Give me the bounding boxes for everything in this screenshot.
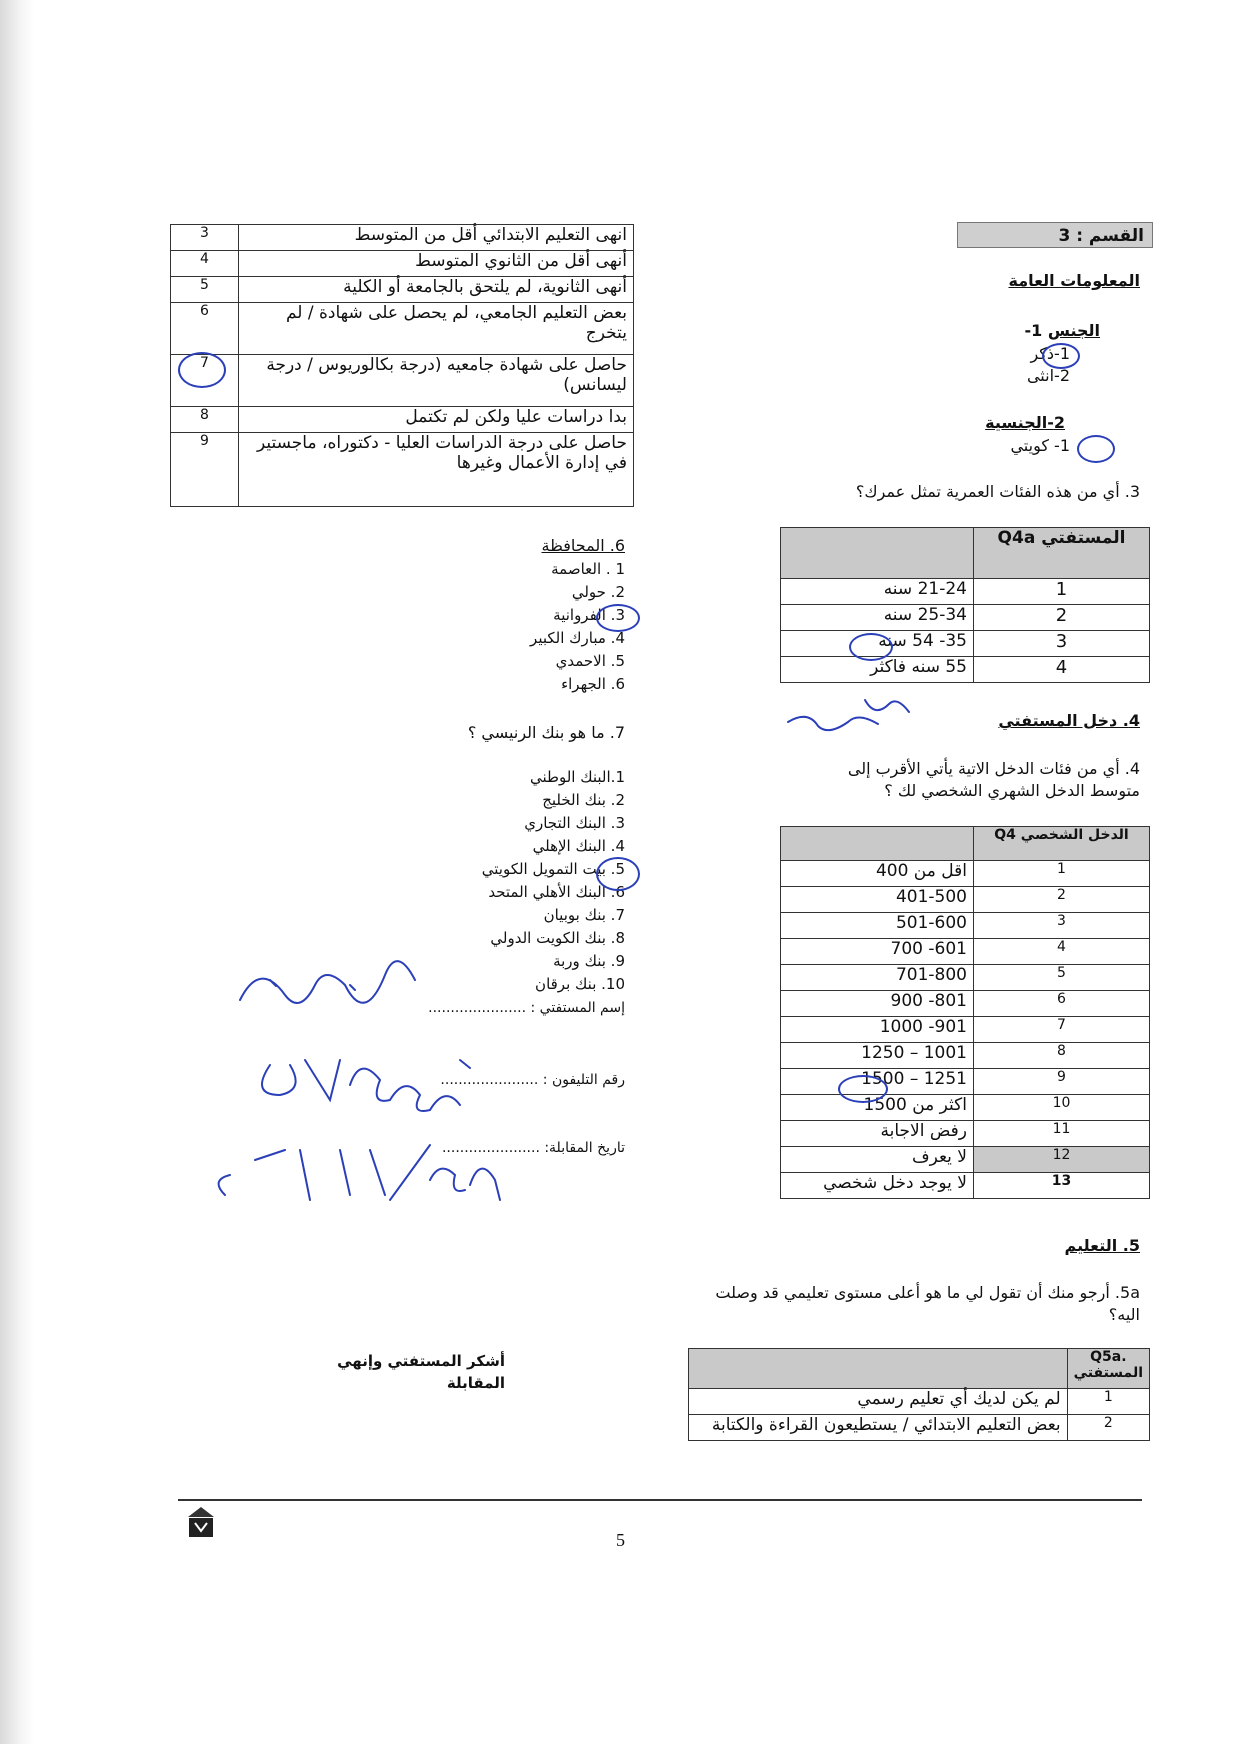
education-code: 6	[171, 303, 239, 355]
q3-question: 3. أي من هذه الفئات العمرية تمثل عمرك؟	[855, 482, 1140, 501]
income-code: 9	[974, 1069, 1150, 1095]
q5-question: 5a. أرجو منك أن تقول لي ما هو أعلى مستوى تعليمي قد وصلت اليه؟	[715, 1283, 1140, 1324]
education-label: بعض التعليم الابتدائي / يستطيعون القراءة والكتابة	[689, 1415, 1068, 1441]
income-code: 2	[974, 887, 1150, 913]
income-code: 5	[974, 965, 1150, 991]
income-label: 801- 900	[781, 991, 974, 1017]
income-code: 6	[974, 991, 1150, 1017]
list-item: 2. حولي	[571, 583, 625, 601]
education-label: حاصل على درجة الدراسات العليا - دكتوراه، ماجستير في إدارة الأعمال وغيرها	[239, 433, 634, 507]
closing-instruction: أشكر المستفتي وإنهي المقابلة	[337, 1352, 505, 1392]
income-code: 7	[974, 1017, 1150, 1043]
education-code: 5	[171, 277, 239, 303]
income-code: 8	[974, 1043, 1150, 1069]
q4-question: 4. أي من فئات الدخل الاتية يأتي الأقرب إلى متوسط الدخل الشهري الشخصي لك ؟	[847, 759, 1140, 800]
q1-option-male: 1-ذكر	[1030, 344, 1070, 363]
income-code: 3	[974, 913, 1150, 939]
education-code: 3	[171, 225, 239, 251]
education-label: حاصل على شهادة جامعيه (درجة بكالوريوس / درجة ليسانس)	[239, 355, 634, 407]
list-item: 3. الفروانية	[553, 606, 625, 624]
list-item: 1.البنك الوطني	[530, 768, 625, 786]
education-code: 1	[1067, 1389, 1149, 1415]
general-info-heading: المعلومات العامة	[1008, 271, 1140, 290]
education-label: بدا دراسات عليا ولكن لم تكتمل	[239, 407, 634, 433]
income-code: 12	[974, 1147, 1150, 1173]
education-code: 7	[171, 355, 239, 407]
education-label: لم يكن لديك أي تعليم رسمي	[689, 1389, 1068, 1415]
age-table-header: Q4a المستفتي	[974, 528, 1150, 579]
income-label: اكثر من 1500	[781, 1095, 974, 1121]
q5-title: 5. التعليم	[1064, 1236, 1140, 1255]
income-label: 401-500	[781, 887, 974, 913]
age-code: 1	[974, 579, 1150, 605]
list-item: 2. بنك الخليج	[542, 791, 625, 809]
education-code: 4	[171, 251, 239, 277]
q6-title: 6. المحافظة	[541, 536, 625, 555]
list-item: 5. الاحمدي	[555, 652, 625, 670]
section-title: القسم : 3	[957, 222, 1153, 248]
income-label: 701-800	[781, 965, 974, 991]
income-label: اقل من 400	[781, 861, 974, 887]
education-label: أنهى الثانوية، لم يلتحق بالجامعة أو الكلية	[239, 277, 634, 303]
income-label: رفض الاجابة	[781, 1121, 974, 1147]
respondent-phone-field: رقم التليفون : ......................	[440, 1072, 625, 1088]
list-item: 8. بنك الكويت الدولي	[490, 929, 625, 947]
handwritten-name	[240, 961, 415, 1003]
q1-option-female: 2-انثى	[1026, 366, 1070, 385]
age-label: 25-34 سنه	[781, 605, 974, 631]
list-item: 1 . العاصمة	[551, 560, 625, 578]
income-label: لا يوجد دخل شخصي	[781, 1173, 974, 1199]
income-label: 501-600	[781, 913, 974, 939]
income-label: 1001 – 1250	[781, 1043, 974, 1069]
list-item: 5. بيت التمويل الكويتي	[481, 860, 625, 878]
education-label: انهى التعليم الابتدائي أقل من المتوسط	[239, 225, 634, 251]
age-label: 21-24 سنه	[781, 579, 974, 605]
education-code: 8	[171, 407, 239, 433]
age-code: 3	[974, 631, 1150, 657]
list-item: 6. الجهراء	[561, 675, 625, 693]
income-label: 901- 1000	[781, 1017, 974, 1043]
list-item: 7. بنك بوبيان	[543, 906, 625, 924]
income-label: 601- 700	[781, 939, 974, 965]
q4-title: 4. دخل المستفتي	[998, 711, 1140, 730]
footer-divider	[178, 1499, 1142, 1501]
age-label: 35- 54 سنه	[781, 631, 974, 657]
income-code: 4	[974, 939, 1150, 965]
list-item: 3. البنك التجاري	[524, 814, 625, 832]
education-label: أنهى أقل من الثانوي المتوسط	[239, 251, 634, 277]
interview-date-field: تاريخ المقابلة: ......................	[441, 1140, 625, 1156]
income-label: لا يعرف	[781, 1147, 974, 1173]
income-label: 1251 – 1500	[781, 1069, 974, 1095]
education-label: بعض التعليم الجامعي، لم يحصل على شهادة / لم يتخرج	[239, 303, 634, 355]
list-item: 6. البنك الأهلي المتحد	[488, 883, 625, 901]
q2-option-kuwaiti: 1- كويتي	[1010, 436, 1070, 455]
income-code: 13	[974, 1173, 1150, 1199]
respondent-name-field: إسم المستفتي : ......................	[428, 1000, 625, 1016]
income-code: 11	[974, 1121, 1150, 1147]
handwritten-phone	[262, 1060, 470, 1111]
income-table-header: Q4 الدخل الشخصي	[974, 827, 1150, 861]
handwritten-date	[219, 1145, 500, 1200]
q1-title: الجنس	[1047, 321, 1100, 340]
list-item: 4. مبارك الكبير	[530, 629, 625, 647]
handwritten-age-note	[788, 700, 909, 730]
q7-question: 7. ما هو بنك الرنيسي ؟	[467, 723, 625, 742]
publisher-logo-icon	[186, 1505, 216, 1539]
list-item: 9. بنك وربة	[553, 952, 625, 970]
education-code: 2	[1067, 1415, 1149, 1441]
list-item: 4. البنك الإهلي	[532, 837, 625, 855]
education-table-header: Q5a. المستفتي	[1067, 1349, 1149, 1389]
list-item: 10. بنك برقان	[535, 975, 625, 993]
age-label: 55 سنه فاكثر	[781, 657, 974, 683]
q2-title: 2-الجنسية	[985, 413, 1065, 432]
age-code: 4	[974, 657, 1150, 683]
income-code: 1	[974, 861, 1150, 887]
income-code: 10	[974, 1095, 1150, 1121]
page-number: 5	[616, 1530, 625, 1550]
age-code: 2	[974, 605, 1150, 631]
q1-number: 1-	[1024, 321, 1043, 340]
education-code: 9	[171, 433, 239, 507]
